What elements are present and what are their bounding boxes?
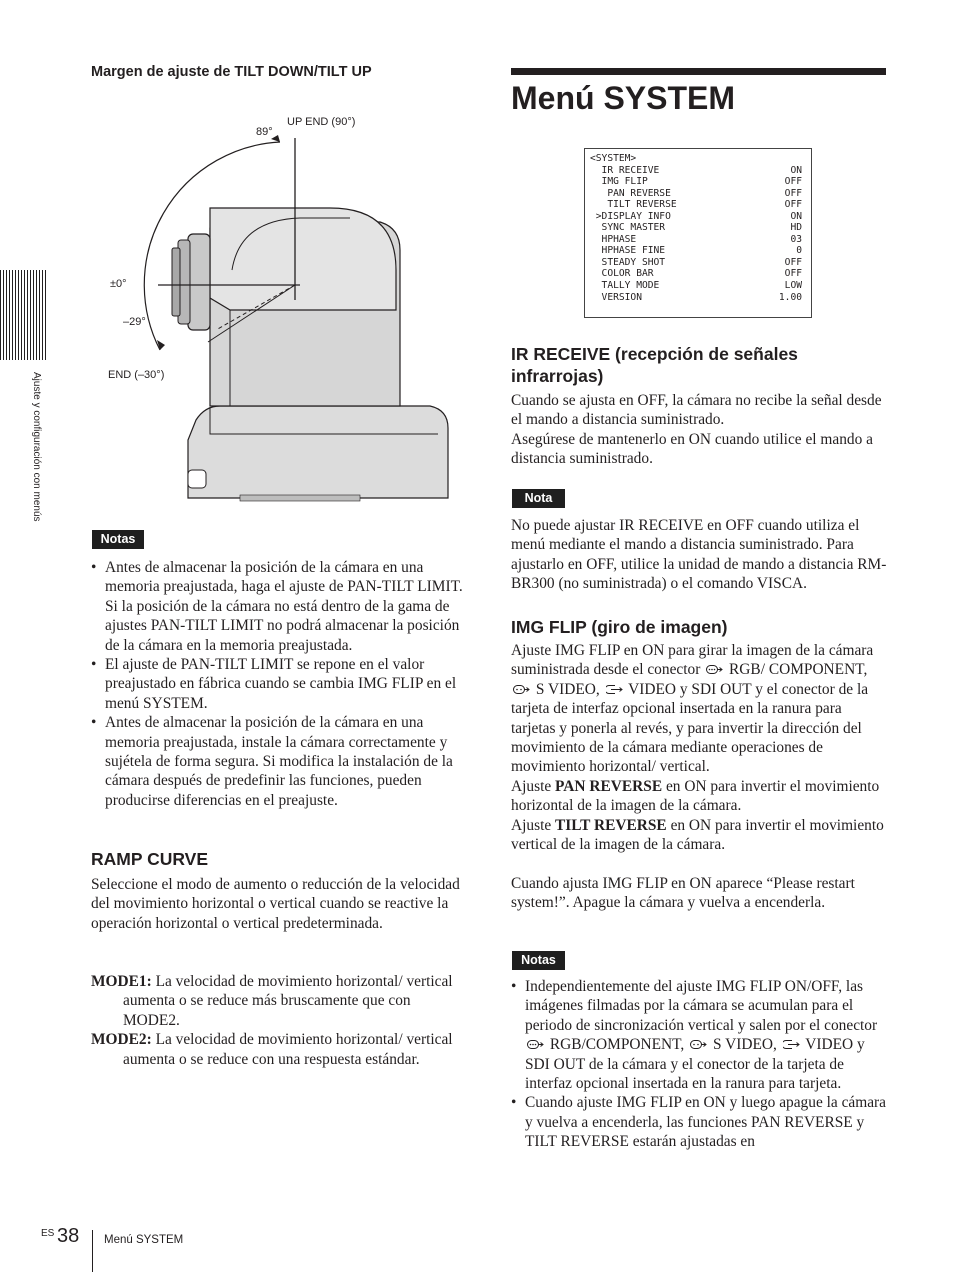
mode2-item xyxy=(91,1030,467,1069)
mode1-item xyxy=(91,972,467,1030)
menu-row: STEADY SHOT OFF xyxy=(590,256,802,268)
menu-row: TALLY MODE LOW xyxy=(590,280,802,292)
side-tab-stripes xyxy=(0,270,46,360)
mode2-text: La velocidad de movimiento horizontal/ vertical aumenta o se reduce con una respuesta estándar. xyxy=(123,1031,453,1068)
list-item: • El ajuste de PAN-TILT LIMIT se repone en el valor preajustado en fábrica cuando se cambia IMG FLIP en el menú SYSTEM. xyxy=(91,655,466,713)
tilt-range-diagram xyxy=(100,110,460,510)
label-up-end: UP END (90°) xyxy=(287,116,356,128)
img-flip-text: Ajuste IMG FLIP en ON para girar la imagen de la cámara suministrada desde el conector RGB/ COMPONENT, S VIDEO, VIDEO y SDI OUT y el conector de la tarjeta de interfaz opcional insertada en la ranura para tarjetas y ponerla al revés, y para invertir la dirección del movimiento de la cámara mediante operaciones de movimiento horizontal/ vertical. Ajuste PAN REVERSE en ON para invertir el movimiento horizontal de la imagen de la cámara. Ajuste TILT REVERSE en ON para invertir el movimiento vertical de la imagen de la cámara. Cuando ajusta IMG FLIP en ON aparece “Please restart system!”. Apague la cámara y vuelva a encenderla. xyxy=(511,642,884,912)
footer-section: Menú SYSTEM xyxy=(104,1234,184,1246)
video-connector-icon xyxy=(606,684,623,695)
page-title: Menú SYSTEM xyxy=(511,80,736,116)
video-connector-icon xyxy=(783,1039,800,1050)
rgb-connector-icon xyxy=(527,1039,544,1050)
mode2-label: MODE2: xyxy=(91,1031,152,1049)
menu-row: HPHASE FINE 0 xyxy=(590,245,802,257)
list-item: • Antes de almacenar la posición de la cámara en una memoria preajustada, haga el ajuste de PAN-TILT LIMIT. Si la posición de la cámara no está dentro de la gama de ajustes PAN-TILT LIMIT no podrá almacenar la posición de la cámara en la memoria preajustada. xyxy=(91,558,466,655)
nota-text: No puede ajustar IR RECEIVE en OFF cuando utiliza el menú mediante el mando a distancia suministrado. Para ajustarlo en OFF, utilice la unidad de mando a distancia RM-BR300 (no suministrada) o el comando VISCA. xyxy=(511,517,887,593)
label-zero: ±0° xyxy=(110,278,127,290)
menu-row: HPHASE 03 xyxy=(590,233,802,245)
list-item: • Cuando ajuste IMG FLIP en ON y luego apague la cámara y vuelva a encenderla, las funciones PAN REVERSE y TILT REVERSE estarán ajustadas en xyxy=(511,1093,887,1151)
title-rule xyxy=(511,68,886,75)
ir-receive-text: Cuando se ajusta en OFF, la cámara no recibe la señal desde el mando a distancia suministrado. Asegúrese de mantenerlo en ON cuando utilice el mando a distancia suministrado. xyxy=(511,392,882,468)
list-item: • Independientemente del ajuste IMG FLIP ON/OFF, las imágenes filmadas por la cámara se acumulan para el periodo de sincronización vertical y salen por el conector RGB/COMPONENT, S VIDEO, VIDEO y SDI OUT de la cámara y el conector de la tarjeta de interfaz opcional insertada en la ranura para tarjeta. xyxy=(511,977,887,1093)
notas-list-right xyxy=(511,977,887,1152)
list-item: • Antes de almacenar la posición de la cámara en una memoria preajustada, instale la cámara correctamente y sujétela de forma segura. Si modifica la instalación de la cámara después de predefinir las funciones, pueden producirse diferencias en el preajuste. xyxy=(91,713,466,810)
menu-row: >DISPLAY INFO ON xyxy=(590,210,802,222)
notas-tag-right: Notas xyxy=(512,951,565,970)
notas-tag-left: Notas xyxy=(92,530,144,549)
diagram-title: Margen de ajuste de TILT DOWN/TILT UP xyxy=(91,64,372,80)
label-minus29: –29° xyxy=(123,316,146,328)
menu-row: TILT REVERSE OFF xyxy=(590,199,802,211)
ir-receive-title: IR RECEIVE (recepción de señales infrarrojas) xyxy=(511,344,798,386)
ramp-modes xyxy=(91,972,467,1069)
label-89: 89° xyxy=(256,126,273,138)
img-flip-title: IMG FLIP (giro de imagen) xyxy=(511,617,728,637)
menu-row: COLOR BAR OFF xyxy=(590,268,802,280)
menu-row: PAN REVERSE OFF xyxy=(590,187,802,199)
menu-row: IR RECEIVE ON xyxy=(590,164,802,176)
s-video-connector-icon xyxy=(690,1039,707,1050)
menu-header: <SYSTEM> xyxy=(590,153,637,164)
label-end: END (–30°) xyxy=(108,369,165,381)
notas-list-left xyxy=(91,558,466,810)
camera-side-illustration xyxy=(100,110,460,510)
s-video-connector-icon xyxy=(513,684,530,695)
menu-row: IMG FLIP OFF xyxy=(590,176,802,188)
side-tab-label: Ajuste y configuración con menús xyxy=(31,372,42,522)
rgb-connector-icon xyxy=(706,664,723,675)
footer-divider xyxy=(92,1230,93,1272)
mode1-label: MODE1: xyxy=(91,973,152,990)
page-number: 38 xyxy=(57,1225,80,1247)
ramp-curve-text: Seleccione el modo de aumento o reducción de la velocidad del movimiento horizontal o vertical cuando se reactive la operación horizontal o vertical predeterminada. xyxy=(91,876,460,932)
ramp-curve-title: RAMP CURVE xyxy=(91,849,209,869)
nota-tag: Nota xyxy=(512,489,565,508)
menu-row: SYNC MASTER HD xyxy=(590,222,802,234)
menu-row: VERSION 1.00 xyxy=(590,291,802,303)
system-menu-screen xyxy=(584,148,812,318)
mode1-text: La velocidad de movimiento horizontal/ vertical aumenta o se reduce más bruscamente que con MODE2. xyxy=(123,973,453,1029)
footer-lang: ES xyxy=(41,1228,55,1239)
